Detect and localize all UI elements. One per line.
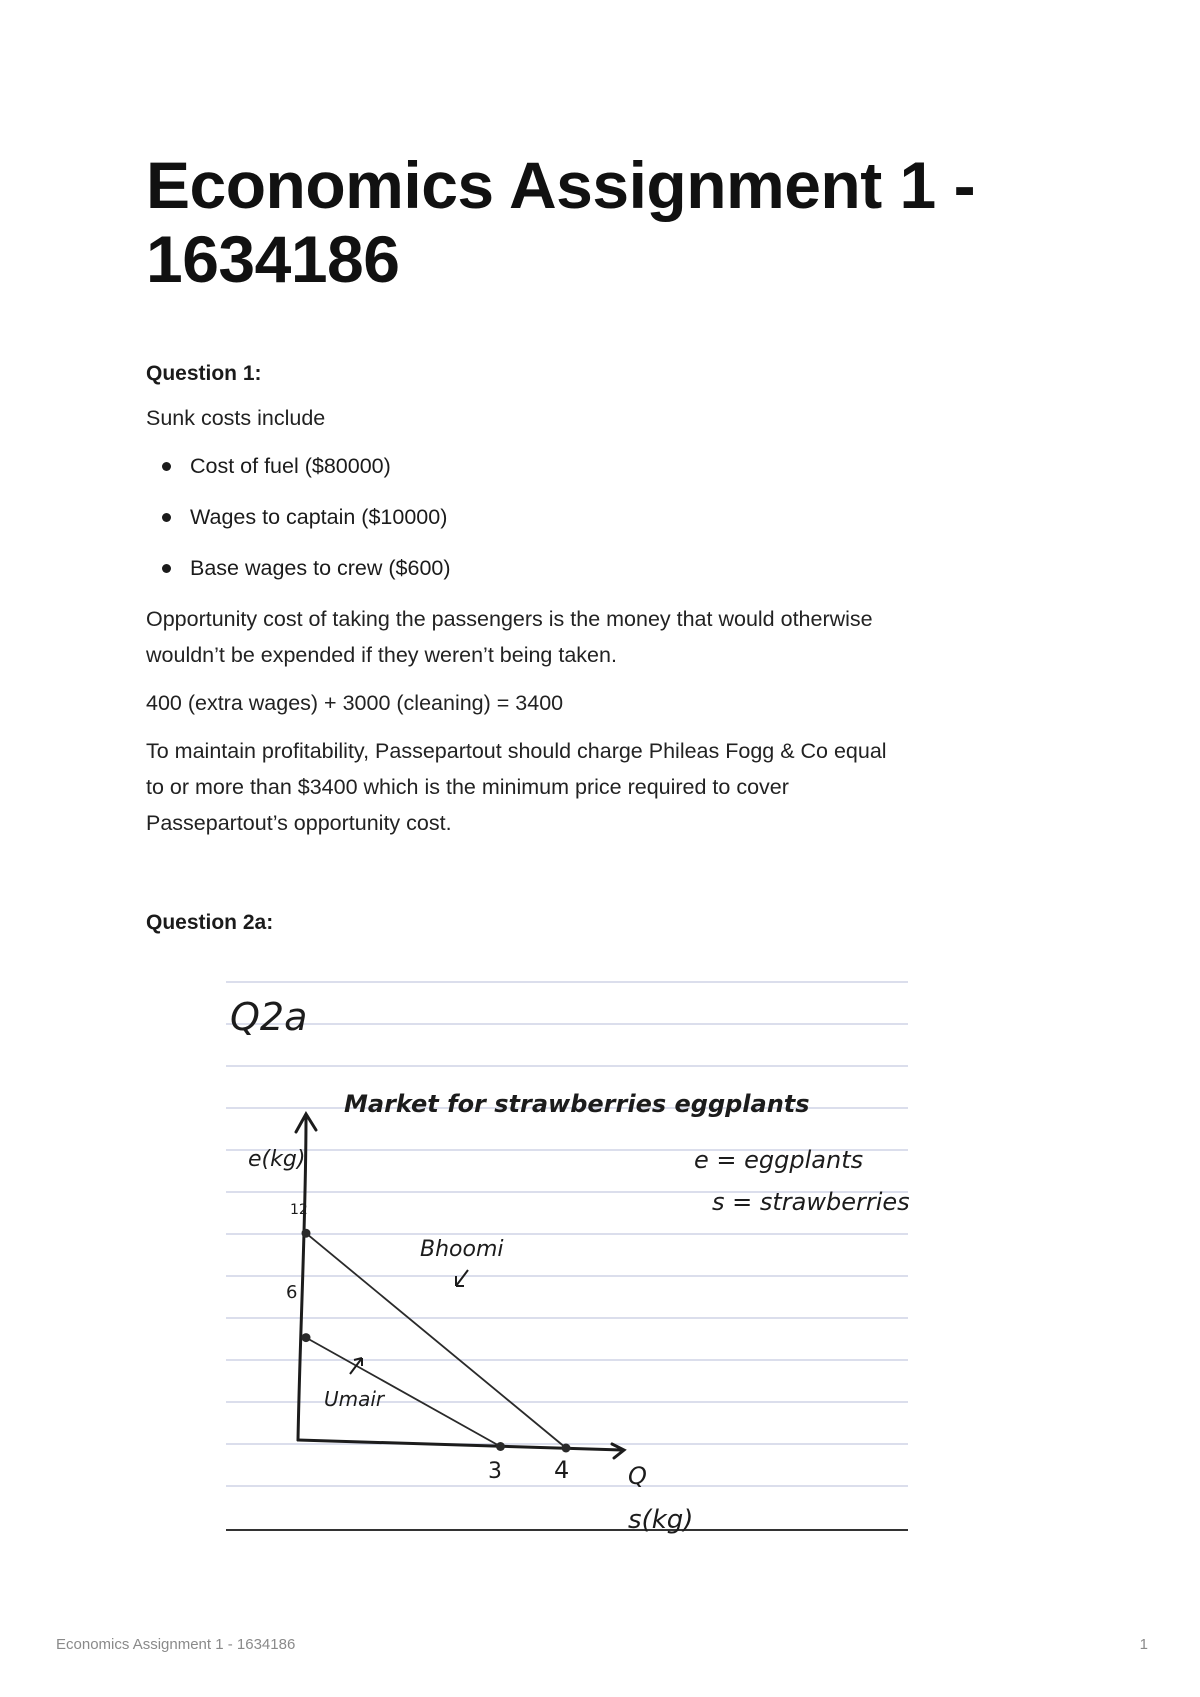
conclusion-line-2: to or more than $3400 which is the minimum price required to cover: [146, 775, 789, 799]
x-tick-label: 4: [554, 1456, 570, 1484]
x-axis-label: s(kg): [628, 1505, 694, 1534]
x-axis: [298, 1440, 622, 1450]
footer-title: Economics Assignment 1 - 1634186: [56, 1636, 296, 1653]
opportunity-cost-paragraph: [146, 601, 1056, 673]
conclusion-line-1: To maintain profitability, Passepartout should charge Phileas Fogg & Co equal: [146, 739, 887, 763]
bullet-icon: [162, 564, 171, 573]
conclusion-line-3: Passepartout’s opportunity cost.: [146, 811, 452, 835]
sunk-cost-text: Cost of fuel ($80000): [190, 454, 391, 478]
intercept-point: [496, 1442, 505, 1451]
page-number: 1: [1139, 1636, 1148, 1653]
line-label-umair: Umair: [324, 1387, 385, 1411]
title-line-1: Economics Assignment 1 -: [146, 148, 976, 222]
sketch-label: Q2a: [230, 995, 308, 1039]
stray-mark: Q: [628, 1462, 647, 1490]
intercept-point: [562, 1444, 571, 1453]
bullet-icon: [162, 513, 171, 522]
question-2a-heading: Question 2a:: [146, 911, 274, 934]
sunk-costs-intro: Sunk costs include: [146, 406, 326, 430]
document-body: [146, 148, 1056, 935]
question-1-heading: Question 1:: [146, 362, 262, 385]
page-title: [146, 148, 1056, 296]
arrow-bhoomi-icon: [456, 1270, 468, 1286]
list-item: [146, 499, 1056, 535]
opportunity-line-1: Opportunity cost of taking the passengers is the money that would otherwise: [146, 607, 873, 631]
calculation-line: 400 (extra wages) + 3000 (cleaning) = 3400: [146, 691, 564, 715]
sunk-cost-text: Wages to captain ($10000): [190, 505, 448, 529]
sunk-cost-text: Base wages to crew ($600): [190, 556, 451, 580]
y-tick-label: 12: [290, 1202, 308, 1218]
y-tick-label: 6: [286, 1282, 298, 1303]
sunk-costs-list: [146, 448, 1056, 586]
x-tick-label: 3: [488, 1459, 502, 1484]
ppf-lines: [302, 1229, 571, 1453]
intercept-point: [302, 1333, 311, 1342]
bullet-icon: [162, 462, 171, 471]
intercept-point: [302, 1229, 311, 1238]
sketch-title: Market for strawberries eggplants: [344, 1090, 810, 1118]
title-line-2: 1634186: [146, 222, 400, 296]
conclusion-paragraph: [146, 733, 1056, 841]
list-item: [146, 448, 1056, 484]
ppf-line-bhoomi: [306, 1233, 566, 1448]
y-axis-label: e(kg): [248, 1147, 306, 1172]
legend-eggplants: e = eggplants: [694, 1146, 864, 1174]
handwritten-ppf-sketch: [224, 970, 910, 1534]
list-item: [146, 550, 1056, 586]
legend-strawberries: s = strawberries: [712, 1188, 910, 1216]
opportunity-line-2: wouldn’t be expended if they weren’t being taken.: [146, 643, 617, 667]
line-label-bhoomi: Bhoomi: [420, 1237, 504, 1262]
